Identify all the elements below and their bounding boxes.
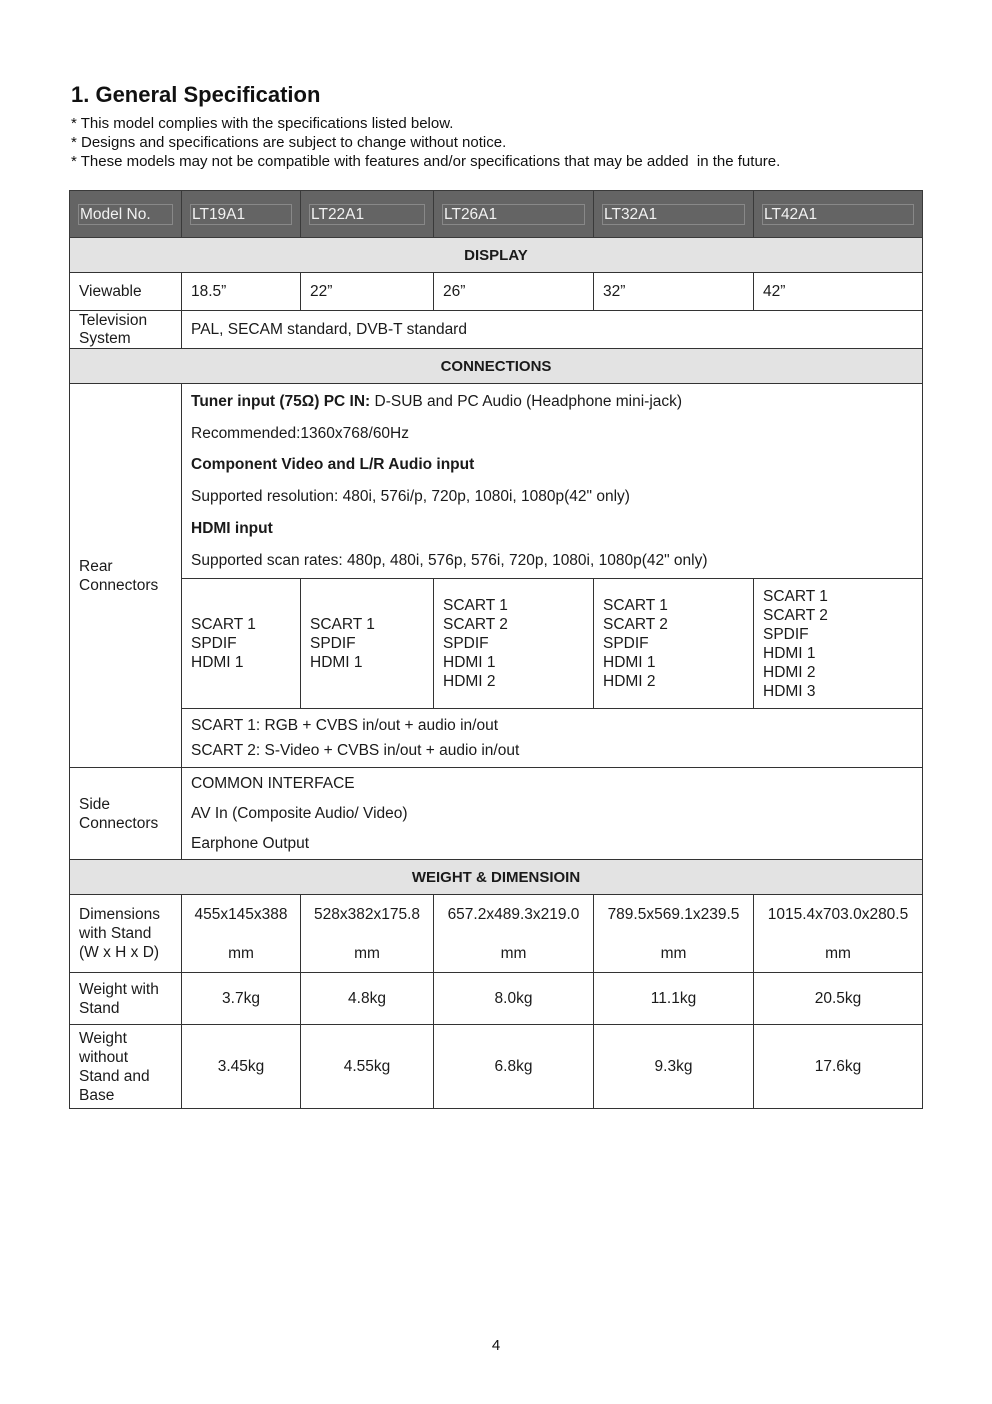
weight-without-stand-value: 6.8kg [434,1025,594,1109]
viewable-value: 26” [434,273,594,311]
model-header-row [70,191,923,238]
viewable-value: 42” [754,273,923,311]
side-connectors-label: Side Connectors [70,768,182,860]
model-header-lt32a1: LT32A1 [594,191,754,238]
note-compliance: * This model complies with the specifications listed below. [71,115,454,132]
note-change-notice: * Designs and specifications are subject to change without notice. [71,134,507,151]
side-connector-item: Earphone Output [191,834,310,852]
rear-ports-lt42a1: SCART 1 SCART 2 SPDIF HDMI 1 HDMI 2 HDMI 3 [754,579,923,709]
side-connector-item: AV In (Composite Audio/ Video) [191,804,408,822]
weight-with-stand-value: 4.8kg [301,973,434,1025]
rear-ports-lt19a1: SCART 1 SPDIF HDMI 1 [182,579,301,709]
model-header-lt42a1: LT42A1 [754,191,923,238]
weight-with-stand-value: 20.5kg [754,973,923,1025]
viewable-value: 18.5” [182,273,301,311]
weight-with-stand-value: 11.1kg [594,973,754,1025]
section-heading-weight-dimension: WEIGHT & DIMENSIOIN [70,860,923,895]
model-header-lt22a1: LT22A1 [301,191,434,238]
dimensions-value-lt22a1: 528x382x175.8 mm [301,895,434,973]
recommended-resolution: Recommended:1360x768/60Hz [191,424,409,442]
section-connections [70,349,923,384]
viewable-value: 22” [301,273,434,311]
spec-notes [71,114,780,171]
component-supported-resolution: Supported resolution: 480i, 576i/p, 720p, 1080i, 1080p(42" only) [191,488,630,506]
viewable-label: Viewable [70,273,182,311]
weight-without-stand-row [70,1025,923,1109]
rear-connectors-inputs [182,384,923,579]
viewable-value: 32” [594,273,754,311]
section-weight-dimension [70,860,923,895]
rear-connectors-per-model-row [70,579,923,709]
side-connectors-row [70,768,923,860]
rear-connectors-row [70,384,923,579]
section-heading-connections: CONNECTIONS [70,349,923,384]
scart1-description: SCART 1: RGB + CVBS in/out + audio in/out [191,717,499,735]
weight-without-stand-value: 9.3kg [594,1025,754,1109]
tv-system-row [70,311,923,349]
scart2-description: SCART 2: S-Video + CVBS in/out + audio in/out [191,742,520,760]
weight-without-stand-value: 4.55kg [301,1025,434,1109]
scart-descriptions [182,709,923,768]
rear-connectors-label: Rear Connectors [70,384,182,768]
rear-ports-lt32a1: SCART 1 SCART 2 SPDIF HDMI 1 HDMI 2 [594,579,754,709]
component-video-heading: Component Video and L/R Audio input [191,456,475,474]
note-compatibility: * These models may not be compatible with features and/or specifications that may be added in the future. [71,153,781,170]
rear-ports-lt26a1: SCART 1 SCART 2 SPDIF HDMI 1 HDMI 2 [434,579,594,709]
tv-system-label: Television System [70,311,182,349]
rear-ports-lt22a1: SCART 1 SPDIF HDMI 1 [301,579,434,709]
specification-table [69,190,923,1109]
section-display [70,238,923,273]
tuner-pc-in: Tuner input (75Ω) PC IN: D-SUB and PC Audio (Headphone mini-jack) [191,393,683,410]
weight-without-stand-value: 17.6kg [754,1025,923,1109]
page-title: 1. General Specification [71,82,321,107]
section-heading-display: DISPLAY [70,238,923,273]
dimensions-value-lt42a1: 1015.4x703.0x280.5 mm [754,895,923,973]
viewable-row [70,273,923,311]
weight-with-stand-value: 8.0kg [434,973,594,1025]
dimensions-row [70,895,923,973]
weight-with-stand-row [70,973,923,1025]
dimensions-value-lt26a1: 657.2x489.3x219.0 mm [434,895,594,973]
side-connector-item: COMMON INTERFACE [191,775,355,793]
model-header-lt26a1: LT26A1 [434,191,594,238]
model-header-lt19a1: LT19A1 [182,191,301,238]
tv-system-value: PAL, SECAM standard, DVB-T standard [182,311,923,349]
hdmi-input-heading: HDMI input [191,519,273,537]
side-connectors-list [182,768,923,860]
weight-without-stand-label: Weight without Stand and Base [70,1025,182,1109]
weight-with-stand-label: Weight with Stand [70,973,182,1025]
weight-with-stand-value: 3.7kg [182,973,301,1025]
dimensions-value-lt32a1: 789.5x569.1x239.5 mm [594,895,754,973]
page-number: 4 [491,1337,501,1354]
dimensions-label: Dimensions with Stand (W x H x D) [70,895,182,973]
dimensions-value-lt19a1: 455x145x388 mm [182,895,301,973]
scart-description-row [70,709,923,768]
model-no-header: Model No. [70,191,182,238]
hdmi-scan-rates: Supported scan rates: 480p, 480i, 576p, 576i, 720p, 1080i, 1080p(42" only) [191,551,708,569]
weight-without-stand-value: 3.45kg [182,1025,301,1109]
